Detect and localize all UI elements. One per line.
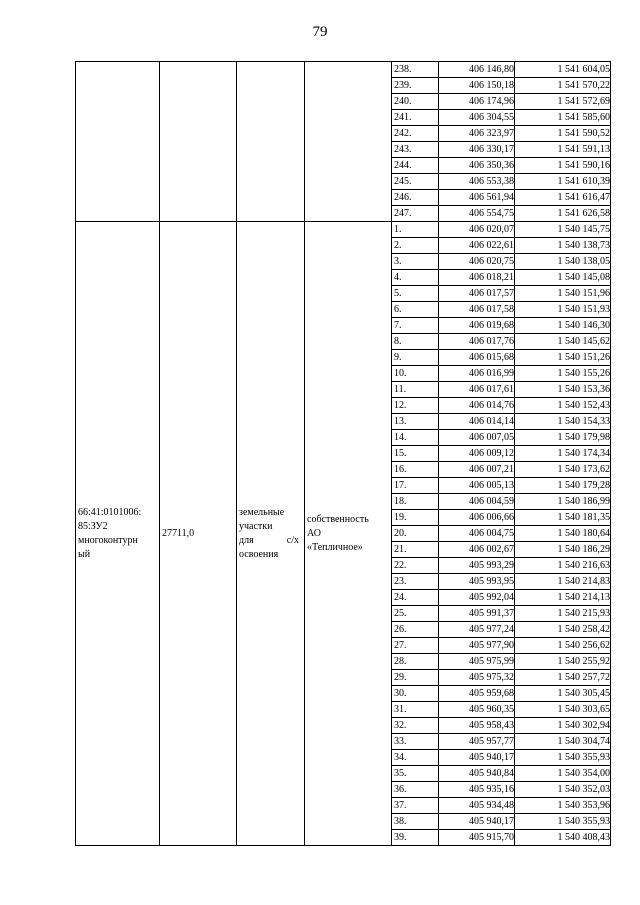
- point-number: 14.: [392, 430, 439, 446]
- point-number: 26.: [392, 622, 439, 638]
- coord-x: 406 004,59: [439, 494, 515, 510]
- coord-y: 1 540 145,62: [515, 334, 611, 350]
- point-number: 20.: [392, 526, 439, 542]
- coord-y: 1 540 355,93: [515, 814, 611, 830]
- coord-y: 1 540 186,29: [515, 542, 611, 558]
- coord-y: 1 540 151,93: [515, 302, 611, 318]
- coord-x: 405 957,77: [439, 734, 515, 750]
- coord-y: 1 541 590,52: [515, 126, 611, 142]
- point-number: 4.: [392, 270, 439, 286]
- coord-y: 1 540 305,45: [515, 686, 611, 702]
- coord-x: 406 174,96: [439, 94, 515, 110]
- purpose-line: освоения: [239, 548, 279, 560]
- cadastral-line: ый: [78, 548, 91, 560]
- coord-x: 405 991,37: [439, 606, 515, 622]
- coord-y: 1 541 626,58: [515, 206, 611, 222]
- coord-x: 405 977,24: [439, 622, 515, 638]
- coord-x: 406 014,14: [439, 414, 515, 430]
- coord-x: 406 007,21: [439, 462, 515, 478]
- coord-y: 1 540 302,94: [515, 718, 611, 734]
- point-number: 7.: [392, 318, 439, 334]
- coord-y: 1 540 258,42: [515, 622, 611, 638]
- empty-cell: [237, 62, 305, 222]
- coord-x: 406 554,75: [439, 206, 515, 222]
- coord-x: 405 992,04: [439, 590, 515, 606]
- point-number: 25.: [392, 606, 439, 622]
- purpose-line: участки: [239, 520, 273, 532]
- coord-y: 1 540 353,96: [515, 798, 611, 814]
- point-number: 32.: [392, 718, 439, 734]
- coord-y: 1 540 186,99: [515, 494, 611, 510]
- point-number: 23.: [392, 574, 439, 590]
- owner-line: собственность: [307, 513, 369, 525]
- point-number: 239.: [392, 78, 439, 94]
- coord-x: 406 022,61: [439, 238, 515, 254]
- coord-y: 1 540 352,03: [515, 782, 611, 798]
- purpose-line: земельные: [239, 506, 285, 518]
- point-number: 247.: [392, 206, 439, 222]
- coord-x: 406 017,57: [439, 286, 515, 302]
- owner-line: «Тепличное»: [307, 541, 363, 553]
- coord-x: 406 323,97: [439, 126, 515, 142]
- coord-y: 1 540 152,43: [515, 398, 611, 414]
- coord-y: 1 540 180,64: [515, 526, 611, 542]
- point-number: 242.: [392, 126, 439, 142]
- coord-x: 406 017,61: [439, 382, 515, 398]
- coord-x: 406 561,94: [439, 190, 515, 206]
- coord-y: 1 540 173,62: [515, 462, 611, 478]
- coord-x: 405 915,70: [439, 830, 515, 846]
- coord-x: 406 018,21: [439, 270, 515, 286]
- point-number: 9.: [392, 350, 439, 366]
- coord-y: 1 540 138,05: [515, 254, 611, 270]
- coord-y: 1 540 174,34: [515, 446, 611, 462]
- point-number: 16.: [392, 462, 439, 478]
- coord-x: 406 020,75: [439, 254, 515, 270]
- parcel-owner: [305, 222, 392, 846]
- coord-y: 1 541 610,39: [515, 174, 611, 190]
- point-number: 18.: [392, 494, 439, 510]
- coord-x: 406 350,36: [439, 158, 515, 174]
- point-number: 34.: [392, 750, 439, 766]
- coord-x: 405 993,29: [439, 558, 515, 574]
- coord-x: 406 006,66: [439, 510, 515, 526]
- cadastral-line: многоконтурн: [78, 534, 138, 546]
- point-number: 3.: [392, 254, 439, 270]
- point-number: 2.: [392, 238, 439, 254]
- coord-x: 405 934,48: [439, 798, 515, 814]
- coord-y: 1 541 570,22: [515, 78, 611, 94]
- purpose-line: для: [239, 534, 254, 546]
- coord-y: 1 540 151,96: [515, 286, 611, 302]
- point-number: 28.: [392, 654, 439, 670]
- coord-y: 1 540 257,72: [515, 670, 611, 686]
- coord-y: 1 540 146,30: [515, 318, 611, 334]
- coord-y: 1 540 145,08: [515, 270, 611, 286]
- point-number: 1.: [392, 222, 439, 238]
- coord-x: 405 940,17: [439, 750, 515, 766]
- point-number: 33.: [392, 734, 439, 750]
- coord-x: 405 959,68: [439, 686, 515, 702]
- point-number: 243.: [392, 142, 439, 158]
- point-number: 35.: [392, 766, 439, 782]
- coord-y: 1 541 604,05: [515, 62, 611, 78]
- coord-x: 406 005,13: [439, 478, 515, 494]
- coord-x: 405 958,43: [439, 718, 515, 734]
- point-number: 13.: [392, 414, 439, 430]
- coord-x: 406 146,80: [439, 62, 515, 78]
- coord-x: 406 019,68: [439, 318, 515, 334]
- coord-x: 405 975,32: [439, 670, 515, 686]
- point-number: 6.: [392, 302, 439, 318]
- empty-cell: [76, 62, 160, 222]
- coord-x: 405 940,17: [439, 814, 515, 830]
- coord-y: 1 541 591,13: [515, 142, 611, 158]
- coord-y: 1 540 179,98: [515, 430, 611, 446]
- coord-y: 1 540 179,28: [515, 478, 611, 494]
- point-number: 31.: [392, 702, 439, 718]
- coord-y: 1 541 572,69: [515, 94, 611, 110]
- coord-y: 1 540 256,62: [515, 638, 611, 654]
- point-number: 240.: [392, 94, 439, 110]
- point-number: 17.: [392, 478, 439, 494]
- point-number: 22.: [392, 558, 439, 574]
- coord-x: 406 007,05: [439, 430, 515, 446]
- coord-y: 1 540 154,33: [515, 414, 611, 430]
- point-number: 241.: [392, 110, 439, 126]
- coord-y: 1 540 181,35: [515, 510, 611, 526]
- point-number: 27.: [392, 638, 439, 654]
- coord-x: 406 016,99: [439, 366, 515, 382]
- cadastral-number: [76, 222, 160, 846]
- point-number: 19.: [392, 510, 439, 526]
- point-number: 246.: [392, 190, 439, 206]
- point-number: 15.: [392, 446, 439, 462]
- coord-x: 406 014,76: [439, 398, 515, 414]
- coord-y: 1 540 215,93: [515, 606, 611, 622]
- coord-y: 1 540 138,73: [515, 238, 611, 254]
- coord-x: 405 960,35: [439, 702, 515, 718]
- purpose-line: с/х: [286, 534, 299, 546]
- coord-y: 1 540 255,92: [515, 654, 611, 670]
- empty-cell: [160, 62, 237, 222]
- coord-y: 1 540 155,26: [515, 366, 611, 382]
- coord-x: 406 002,67: [439, 542, 515, 558]
- point-number: 244.: [392, 158, 439, 174]
- coord-y: 1 540 408,43: [515, 830, 611, 846]
- coordinates-table: [75, 61, 611, 846]
- coord-y: 1 540 354,00: [515, 766, 611, 782]
- coord-x: 405 993,95: [439, 574, 515, 590]
- coord-y: 1 540 355,93: [515, 750, 611, 766]
- parcel-purpose: [237, 222, 305, 846]
- coord-x: 406 330,17: [439, 142, 515, 158]
- parcel-area: 27711,0: [160, 222, 237, 846]
- point-number: 10.: [392, 366, 439, 382]
- coord-x: 406 553,38: [439, 174, 515, 190]
- point-number: 21.: [392, 542, 439, 558]
- point-number: 36.: [392, 782, 439, 798]
- coord-y: 1 540 216,63: [515, 558, 611, 574]
- point-number: 38.: [392, 814, 439, 830]
- empty-cell: [305, 62, 392, 222]
- coord-x: 405 935,16: [439, 782, 515, 798]
- coord-x: 406 017,58: [439, 302, 515, 318]
- point-number: 30.: [392, 686, 439, 702]
- point-number: 245.: [392, 174, 439, 190]
- coord-x: 406 150,18: [439, 78, 515, 94]
- coord-y: 1 540 304,74: [515, 734, 611, 750]
- page-number: 79: [312, 24, 328, 40]
- coord-y: 1 540 151,26: [515, 350, 611, 366]
- coord-x: 405 977,90: [439, 638, 515, 654]
- coord-y: 1 540 303,65: [515, 702, 611, 718]
- point-number: 5.: [392, 286, 439, 302]
- point-number: 238.: [392, 62, 439, 78]
- table-row: [76, 62, 611, 78]
- coord-y: 1 541 616,47: [515, 190, 611, 206]
- coord-y: 1 541 585,60: [515, 110, 611, 126]
- owner-line: АО: [307, 527, 321, 539]
- point-number: 39.: [392, 830, 439, 846]
- coord-x: 406 004,75: [439, 526, 515, 542]
- coord-x: 406 009,12: [439, 446, 515, 462]
- coord-y: 1 540 214,83: [515, 574, 611, 590]
- coord-y: 1 540 145,75: [515, 222, 611, 238]
- point-number: 12.: [392, 398, 439, 414]
- table-row: [76, 222, 611, 238]
- coord-x: 406 304,55: [439, 110, 515, 126]
- coord-y: 1 540 214,13: [515, 590, 611, 606]
- cadastral-line: 66:41:0101006:: [78, 506, 142, 518]
- point-number: 37.: [392, 798, 439, 814]
- point-number: 29.: [392, 670, 439, 686]
- coord-x: 405 975,99: [439, 654, 515, 670]
- point-number: 8.: [392, 334, 439, 350]
- point-number: 24.: [392, 590, 439, 606]
- coord-x: 406 020,07: [439, 222, 515, 238]
- coord-y: 1 540 153,36: [515, 382, 611, 398]
- point-number: 11.: [392, 382, 439, 398]
- coord-x: 405 940,84: [439, 766, 515, 782]
- coord-y: 1 541 590,16: [515, 158, 611, 174]
- cadastral-line: 85:ЗУ2: [78, 520, 108, 532]
- coord-x: 406 017,76: [439, 334, 515, 350]
- coord-x: 406 015,68: [439, 350, 515, 366]
